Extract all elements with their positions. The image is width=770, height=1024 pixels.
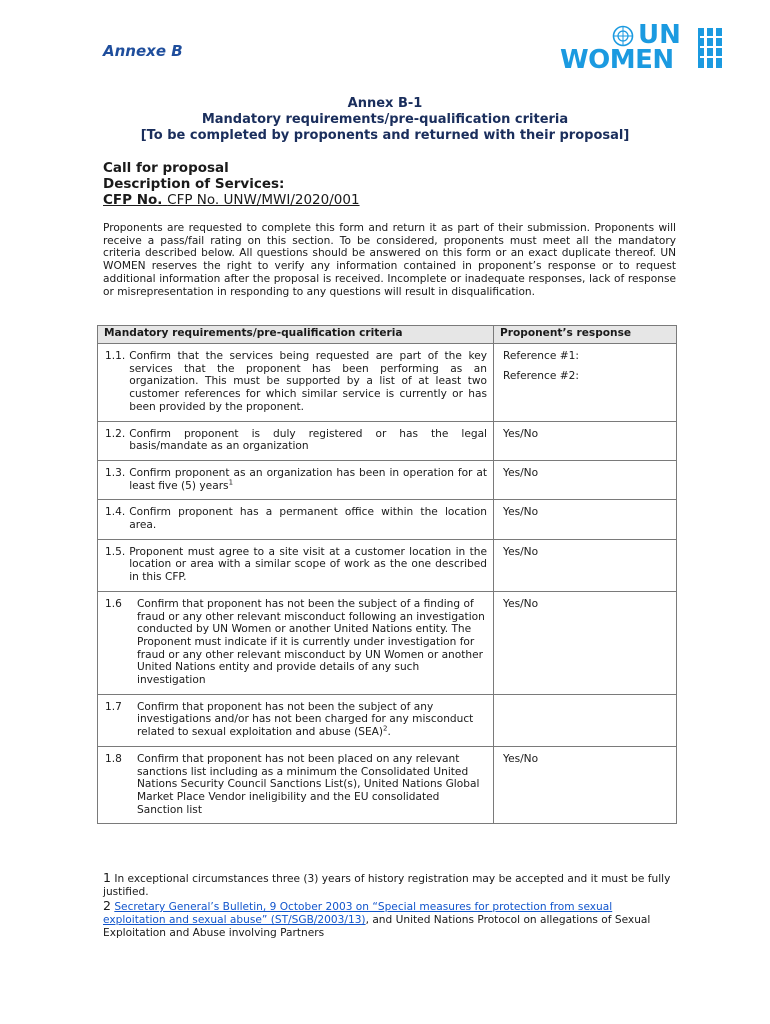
criteria-cell — [98, 746, 494, 824]
cfp-block — [103, 160, 360, 208]
intro-paragraph: Proponents are requested to complete this form and return it as part of their submission. Proponents will receive a pass/fail rating on this section. To be considered, proponents must meet all the mandatory criteria described below. All questions should be answered on this form or an exact duplicate thereof. UN WOMEN reserves the right to verify any information contained in proponent’s response or to request additional information after the proposal is received. Incomplete or inadequate responses, lack of response or misrepresentation in responding to any questions will result in disqualification. — [103, 222, 676, 298]
criteria-text-wrap — [129, 467, 487, 492]
cfp-number-value: CFP No. UNW/MWI/2020/001 — [167, 192, 360, 208]
footnote-1-number: 1 — [103, 870, 111, 885]
criteria-text: Confirm that proponent has not been the subject of a finding of fraud or any other relevant misconduct following an investigation conducted by UN Women or another United Nations entity. The Proponent must indicate if it is currently under investigation for fraud or any other relevant misconduct by UN Women or another United Nations entity and provide details of any such investigation — [137, 597, 485, 687]
row-number: 1.8 — [105, 752, 122, 765]
yes-no-label: Yes/No — [503, 506, 539, 519]
table-row — [98, 500, 677, 539]
row-number: 1.4. — [105, 506, 126, 519]
table-row — [98, 460, 677, 499]
criteria-text: Confirm that proponent has not been placed on any relevant sanctions list including as a minimum the Consolidated United Nations Security Council Sanctions List(s), United Nations Global Market Place Vendor ineligibility and the EU consolidated Sanction list — [137, 752, 480, 816]
response-cell[interactable] — [494, 500, 677, 539]
annexe-label: Annexe B — [103, 42, 183, 60]
footnote-1 — [103, 871, 678, 899]
table-row — [98, 694, 677, 746]
logo-bars-icon — [698, 26, 724, 70]
footnotes — [103, 871, 678, 940]
row-number: 1.2. — [105, 427, 126, 440]
logo-un-text: UN — [638, 20, 681, 50]
response-cell[interactable] — [494, 591, 677, 694]
footnote-ref-2[interactable]: 2 — [383, 724, 388, 733]
table-row — [98, 746, 677, 824]
yes-no-label: Yes/No — [503, 545, 539, 558]
requirements-table — [97, 325, 677, 824]
reference-1-label: Reference #1: — [503, 350, 579, 362]
yes-no-label: Yes/No — [503, 597, 539, 610]
response-cell[interactable] — [494, 746, 677, 824]
annex-instruction: [To be completed by proponents and returned with their proposal] — [140, 128, 630, 143]
criteria-cell — [98, 344, 494, 422]
criteria-text: Confirm proponent is duly registered or has the legal basis/mandate as an organization — [129, 427, 487, 453]
criteria-cell — [98, 694, 494, 746]
response-cell[interactable] — [494, 694, 677, 746]
row-number: 1.5. — [105, 545, 126, 558]
criteria-column-header: Mandatory requirements/pre-qualification criteria — [98, 326, 494, 344]
row-number: 1.3. — [105, 466, 126, 479]
table-row — [98, 344, 677, 422]
table-row — [98, 421, 677, 460]
response-cell[interactable] — [494, 421, 677, 460]
description-label: Description of Services: — [103, 176, 285, 192]
criteria-cell — [98, 500, 494, 539]
criteria-cell — [98, 421, 494, 460]
cfp-number-label: CFP No. — [103, 192, 163, 208]
response-cell[interactable] — [494, 344, 677, 422]
criteria-text: Confirm proponent has a permanent office within the location area. — [129, 506, 487, 532]
yes-no-label: Yes/No — [503, 466, 539, 479]
response-cell[interactable] — [494, 460, 677, 499]
row-number: 1.6 — [105, 597, 122, 610]
cfp-number-line — [103, 192, 360, 208]
row-number: 1.1. — [105, 350, 126, 362]
table-header-row — [98, 326, 677, 344]
footnote-1-text: In exceptional circumstances three (3) years of history registration may be accepted and it must be fully justified. — [103, 873, 671, 898]
criteria-cell — [98, 539, 494, 591]
criteria-cell — [98, 591, 494, 694]
row-number: 1.7 — [105, 700, 122, 713]
criteria-text: Proponent must agree to a site visit at a customer location in the location or area with a similar scope of work as the one described in this CFP. — [129, 545, 487, 584]
reference-2-label: Reference #2: — [503, 369, 579, 382]
yes-no-label: Yes/No — [503, 752, 539, 765]
footnote-ref-1[interactable]: 1 — [228, 478, 234, 487]
footnote-2 — [103, 899, 678, 940]
criteria-text: Confirm that proponent has not been the subject of any investigations and/or has not been charged for any misconduct related to sexual exploitation and abuse (SEA) — [137, 700, 474, 739]
criteria-text-wrap — [137, 701, 487, 739]
criteria-text: Confirm proponent as an organization has been in operation for at least five (5) years — [129, 466, 487, 492]
table-row — [98, 591, 677, 694]
table-row — [98, 539, 677, 591]
criteria-suffix: . — [387, 726, 391, 739]
yes-no-label: Yes/No — [503, 427, 539, 440]
response-column-header: Proponent’s response — [494, 326, 677, 344]
criteria-text: Confirm that the services being requested are part of the key services that the proponent has been performing as an organization. This must be supported by a list of at least two customer references for which similar service is currently or has been provided by the proponent. — [129, 350, 487, 413]
footnote-2-text: , and United Nations Protocol on allegations of Sexual Exploitation and Abuse involving Partners — [103, 914, 651, 939]
criteria-cell — [98, 460, 494, 499]
response-cell[interactable] — [494, 539, 677, 591]
un-women-logo — [560, 20, 725, 75]
sgb-bulletin-link[interactable]: Secretary General’s Bulletin, 9 October 2003 on “Special measures for protection from sexual exploitation and sexual abuse” (ST/SGB/2003/13) — [103, 901, 613, 926]
call-for-proposal-label: Call for proposal — [103, 160, 229, 176]
annex-title: Annex B-1 — [347, 96, 423, 111]
logo-women-text: WOMEN — [560, 45, 674, 75]
un-emblem-icon — [612, 25, 634, 47]
annex-subtitle: Mandatory requirements/pre-qualification criteria — [201, 112, 569, 127]
footnote-2-number: 2 — [103, 898, 111, 913]
